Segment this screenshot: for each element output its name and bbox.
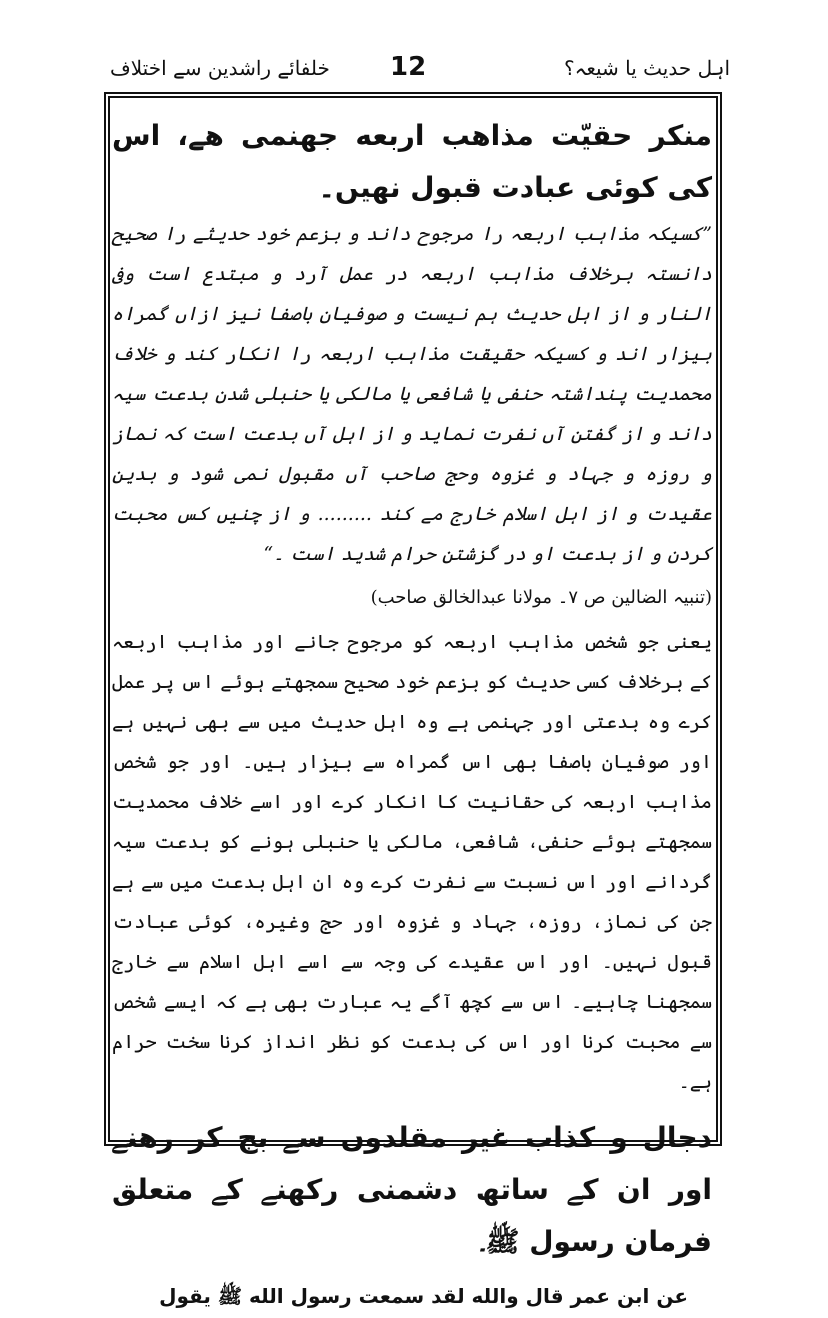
- persian-quote: ”کسیکہ مذاہب اربعہ را مرجوح داند و بزعم خود حدیثے را صحیح دانستہ برخلاف مذاہب اربعہ در عمل آرد و مبتدع است وفی النار و از اہل حدیث ہم نیست و صوفیان باصفا نیز ازاں گمراہ بیزار اند و کسیکہ حقیقت مذاہب اربعہ را انکار کند و خلاف محمدیت پنداشتہ حنفی یا شافعی یا مالکی یا حنبلی شدن بدعت سیہ داند و از گفتن آں نفرت نماید و از اہل آں بدعت است کہ نماز و روزہ و جہاد و غزوہ وحج صاحب آں مقبول نمی شود و بدین عقیدت و از اہل اسلام خارج مے کند ......... و از چنیں کس محبت کردن و از بدعت او در گزشتن حرام شدید است ۔“: [112, 223, 712, 565]
- page-header: [110, 52, 730, 88]
- urdu-translation: یعنی جو شخص مذاہب اربعہ کو مرجوح جانے اور مذاہب اربعہ کے برخلاف کسی حدیث کو بزعم خود صحیح سمجھتے ہوئے اس پر عمل کرے وہ بدعتی اور جہنمی ہے وہ اہل حدیث میں سے بھی نہیں ہے اور صوفیان باصفا بھی اس گمراہ سے بیزار ہیں۔ اور جو شخص مذاہب اربعہ کی حقانیت کا انکار کرے اور اسے خلاف محمدیت سمجھتے ہوئے حنفی، شافعی، مالکی یا حنبلی ہونے کو بدعت سیہ گردانے اور اس نسبت سے نفرت کرے وہ ان اہل بدعت میں سے ہے جن کی نماز، روزہ، جہاد و غزوہ اور حج وغیرہ، کوئی عبادت قبول نہیں۔ اور اس عقیدے کی وجہ سے اسے اہل اسلام سے خارج سمجھنا چاہیے۔ اس سے کچھ آگے یہ عبارت بھی ہے کہ ایسے شخص سے محبت کرنا اور اس کی بدعت کو نظر انداز کرنا سخت حرام ہے۔: [112, 631, 712, 1093]
- section-heading-1: منکر حقیّت مذاهب اربعه جهنمی هے، اس کی کوئی عبادت قبول نهیں۔: [112, 119, 712, 204]
- page-number: 12: [390, 52, 427, 82]
- hadith-text: عن ابن عمر قال والله لقد سمعت رسول الله ﷺ يقول: [159, 1284, 688, 1308]
- book-title: اہل حدیث یا شیعہ؟: [564, 56, 730, 80]
- section-heading-2: دجال و کذاب غیر مقلدوں سے بچ کر رهنے اور ان کے ساتھ دشمنی رکھنے کے متعلق فرمان رسول ﷺ۔: [112, 1121, 712, 1258]
- quote-reference: (تنبیہ الضالین ص ۷۔ مولانا عبدالخالق صاحب): [370, 587, 712, 608]
- page-content: [112, 110, 712, 1318]
- chapter-title: خلفائے راشدین سے اختلاف: [110, 56, 330, 80]
